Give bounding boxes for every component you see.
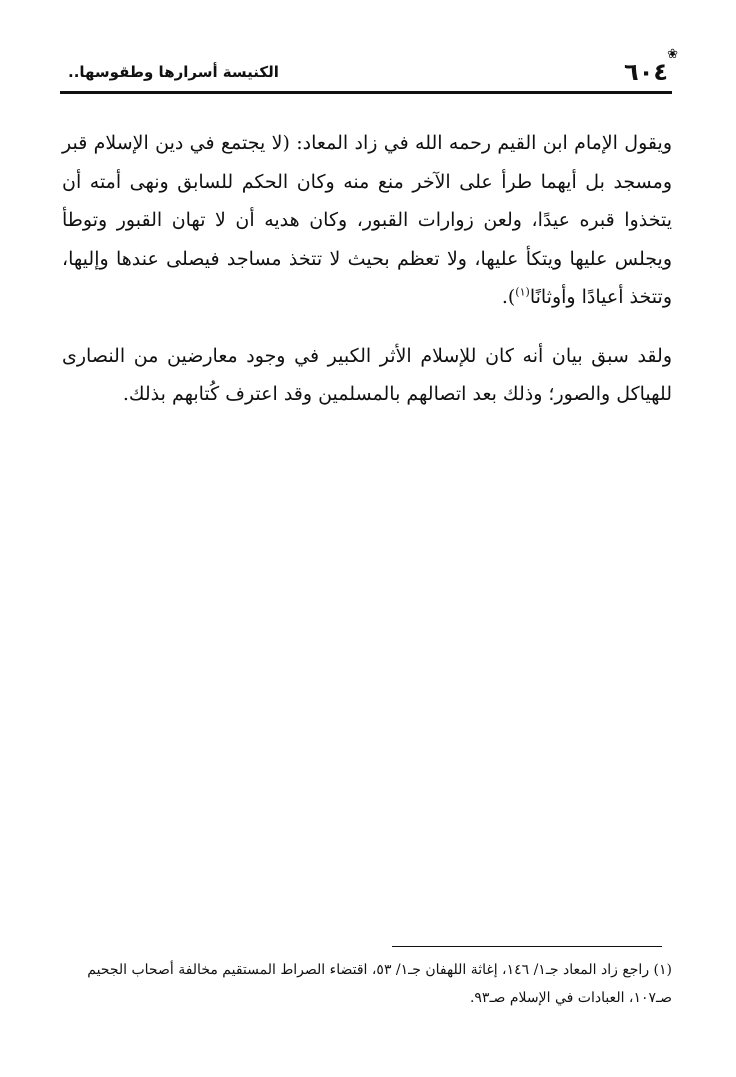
header-rule [60,91,672,94]
page-number: ٦٠٤ [624,58,668,86]
paragraph [62,124,672,317]
footnote-marker: (١) [653,962,672,978]
footnote [60,956,672,1012]
footnote-separator [392,946,662,947]
paragraph-closing: ). [501,286,516,308]
footnote-reference[interactable]: (١) [515,285,530,299]
main-text [62,124,672,414]
paragraph-text: ويقول الإمام ابن القيم رحمه الله في زاد المعاد: (لا يجتمع في دين الإسلام قبر ومسجد بل أيهما طرأ على الآخر منع منه وكان الحكم للسابق ونهى أمته أن يتخذوا قبره عيدًا، ولعن زوارات القبور، وكان هديه أن لا تهان القبور وتوطأ ويجلس عليها ويتكأ عليها، ولا تعظم بحيث لا تتخذ مساجد فيصلى عندها وإليها، وتتخذ أعيادًا وأوثانًا [62,132,672,308]
footnote-text: راجع زاد المعاد جـ١/ ١٤٦، إغاثة اللهفان جـ١/ ٥٣، اقتضاء الصراط المستقيم مخالفة أصحاب الجحيم صـ١٠٧، العبادات في الإسلام صـ٩٣. [87,962,672,1006]
flower-ornament-icon: ❀ [667,47,678,62]
paragraph: ولقد سبق بيان أنه كان للإسلام الأثر الكبير في وجود معارضين من النصارى للهياكل والصور؛ وذلك بعد اتصالهم بالمسلمين وقد اعترف كُتابهم بذلك. [62,344,672,405]
running-title: الكنيسة أسرارها وطقوسها.. [68,63,279,81]
page-header [60,47,678,94]
